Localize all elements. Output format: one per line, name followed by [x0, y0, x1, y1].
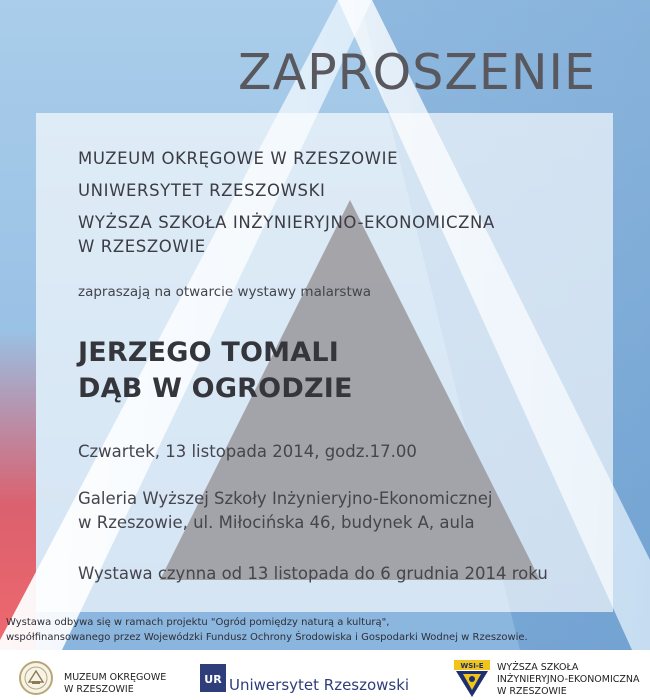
venue-line-2: w Rzeszowie, ul. Miłocińska 46, budynek A, aula — [78, 513, 475, 532]
exhibition-dates: Wystawa czynna od 13 listopada do 6 grudnia 2014 roku — [78, 564, 548, 583]
funding-note-line-1: Wystawa odbywa się w ramach projektu "Ogród pomiędzy naturą a kulturą", — [6, 617, 390, 628]
ur-logo-name: Uniwersytet Rzeszowski — [229, 676, 410, 694]
wsie-logo-line-3: W RZESZOWIE — [497, 686, 567, 697]
wsie-logo-line-1: WYŻSZA SZKOŁA — [497, 662, 579, 673]
ur-logo-icon — [200, 664, 226, 692]
museum-emblem-icon — [18, 660, 54, 696]
organizer-wsie: WYŻSZA SZKOŁA INŻYNIERYJNO-EKONOMICZNA — [78, 213, 495, 232]
event-date: Czwartek, 13 listopada 2014, godz.17.00 — [78, 442, 417, 461]
invitation-text: zapraszają na otwarcie wystawy malarstwa — [78, 284, 372, 300]
ur-badge-text: UR — [204, 673, 222, 686]
artist-name: JERZEGO TOMALI — [78, 337, 340, 368]
museum-logo-line-2: W RZESZOWIE — [64, 684, 134, 695]
organizer-university: UNIWERSYTET RZESZOWSKI — [78, 181, 326, 200]
organizer-wsie-city: W RZESZOWIE — [78, 237, 206, 256]
wsie-badge-text: WSI-E — [460, 662, 484, 670]
wsie-logo-line-2: INŻYNIERYJNO-EKONOMICZNA — [497, 674, 640, 685]
wsie-emblem-icon — [453, 660, 491, 698]
funding-note-line-2: współfinansowanego przez Wojewódzki Fundusz Ochrony Środowiska i Gospodarki Wodnej w Rzeszowie. — [6, 632, 528, 643]
exhibition-title: DĄB W OGRODZIE — [78, 373, 353, 404]
venue-line-1: Galeria Wyższej Szkoły Inżynieryjno-Ekonomicznej — [78, 489, 493, 508]
page-title: ZAPROSZENIE — [238, 44, 596, 101]
museum-logo-line-1: MUZEUM OKRĘGOWE — [64, 672, 167, 683]
organizer-museum: MUZEUM OKRĘGOWE W RZESZOWIE — [78, 149, 399, 168]
